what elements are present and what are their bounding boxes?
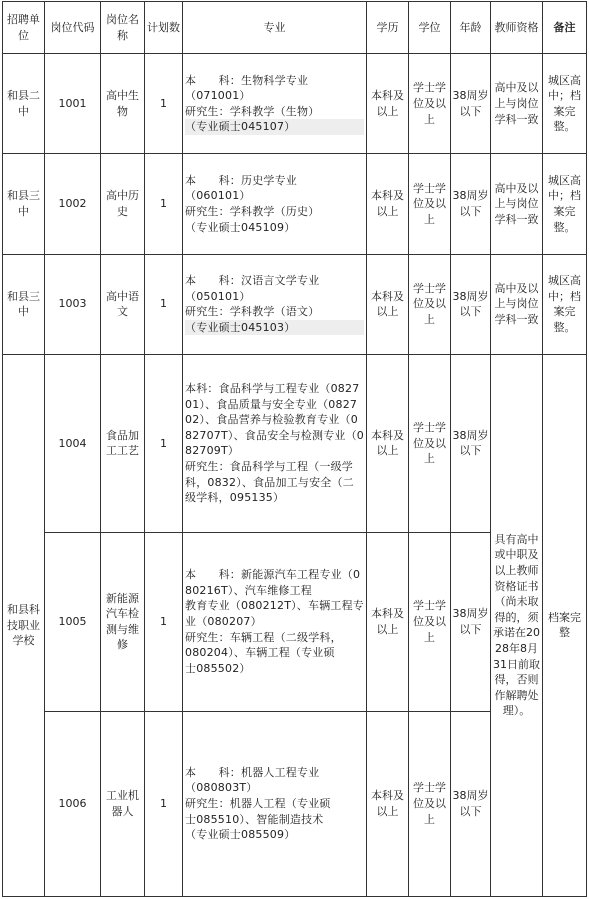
header-plan: 计划数 bbox=[145, 2, 183, 54]
cell-cert: 高中及以上与岗位学科一致 bbox=[491, 254, 543, 354]
major-line: 本 科：生物科学专业 bbox=[185, 73, 309, 87]
major-line: 士085502） bbox=[185, 661, 251, 675]
cell-plan: 1 bbox=[145, 54, 183, 154]
cell-name: 工业机器人 bbox=[101, 711, 145, 896]
cell-cert: 高中及以上与岗位学科一致 bbox=[491, 154, 543, 254]
cell-cert: 具有高中或中职及以上教师资格证书（尚未取得的，须承诺在2028年8月31日前取得，否则作解聘处理）。 bbox=[491, 354, 543, 896]
header-code: 岗位代码 bbox=[45, 2, 101, 54]
cell-unit: 和县科技职业学校 bbox=[3, 354, 45, 896]
cell-plan: 1 bbox=[145, 154, 183, 254]
cell-plan: 1 bbox=[145, 533, 183, 711]
major-line: 研究生：学科教学（历史） bbox=[185, 204, 320, 218]
header-edu: 学历 bbox=[367, 2, 409, 54]
cell-name: 高中历史 bbox=[101, 154, 145, 254]
table-row bbox=[3, 154, 587, 254]
header-name: 岗位名称 bbox=[101, 2, 145, 54]
cell-note: 城区高中；档案完整。 bbox=[543, 154, 587, 254]
cell-major bbox=[183, 354, 367, 532]
cell-age: 38周岁以下 bbox=[451, 54, 491, 154]
major-line: （专业硕士045109） bbox=[185, 220, 296, 234]
major-line: 士085510）、智能制造技术 bbox=[185, 812, 324, 826]
cell-edu: 本科及以上 bbox=[367, 533, 409, 711]
cell-code: 1001 bbox=[45, 54, 101, 154]
major-line: 研究生：学科教学（语文） bbox=[185, 305, 320, 319]
cell-age: 38周岁以下 bbox=[451, 254, 491, 354]
major-line: 研究生：食品科学与工程（一级学科，0832）、食品加工与安全（二级学科，095135） bbox=[185, 460, 354, 505]
cell-age: 38周岁以下 bbox=[451, 711, 491, 896]
cell-edu: 本科及以上 bbox=[367, 54, 409, 154]
cell-code: 1006 bbox=[45, 711, 101, 896]
cell-code: 1004 bbox=[45, 354, 101, 532]
cell-edu: 本科及以上 bbox=[367, 254, 409, 354]
cell-major bbox=[183, 533, 367, 711]
cell-major bbox=[183, 154, 367, 254]
cell-edu: 本科及以上 bbox=[367, 154, 409, 254]
cell-edu: 本科及以上 bbox=[367, 711, 409, 896]
header-age: 年龄 bbox=[451, 2, 491, 54]
major-line: （专业硕士045107） bbox=[185, 119, 364, 135]
cell-plan: 1 bbox=[145, 711, 183, 896]
cell-plan: 1 bbox=[145, 254, 183, 354]
major-line: （050101） bbox=[185, 289, 251, 303]
cell-major bbox=[183, 254, 367, 354]
header-degree: 学位 bbox=[409, 2, 451, 54]
major-line: 本 科：汉语言文学专业 bbox=[185, 273, 320, 287]
cell-degree: 学士学位及以上 bbox=[409, 354, 451, 532]
major-line: 研究生：学科教学（生物） bbox=[185, 104, 320, 118]
cell-unit: 和县二中 bbox=[3, 54, 45, 154]
cell-name: 高中生物 bbox=[101, 54, 145, 154]
cell-degree: 学士学位及以上 bbox=[409, 54, 451, 154]
table-row bbox=[3, 354, 587, 532]
cell-age: 38周岁以下 bbox=[451, 354, 491, 532]
header-major: 专业 bbox=[183, 2, 367, 54]
cell-note: 城区高中；档案完整。 bbox=[543, 54, 587, 154]
cell-name: 新能源汽车检测与维修 bbox=[101, 533, 145, 711]
cell-unit: 和县三中 bbox=[3, 154, 45, 254]
major-line: 本 科：新能源汽车工程专业（080216T）、汽车维修工程 bbox=[185, 568, 361, 597]
table-row bbox=[3, 54, 587, 154]
major-line: （080803T） bbox=[185, 781, 258, 795]
cell-code: 1005 bbox=[45, 533, 101, 711]
major-line: 研究生：机器人工程（专业硕 bbox=[185, 796, 331, 810]
major-line: 本 科：历史学专业 bbox=[185, 173, 297, 187]
header-unit: 招聘单位 bbox=[3, 2, 45, 54]
major-line: （060101） bbox=[185, 189, 251, 203]
cell-edu: 本科及以上 bbox=[367, 354, 409, 532]
header-note: 备注 bbox=[543, 2, 587, 54]
major-line: （071001） bbox=[185, 89, 251, 103]
cell-cert: 高中及以上与岗位学科一致 bbox=[491, 54, 543, 154]
cell-name: 高中语文 bbox=[101, 254, 145, 354]
major-line: 本科：食品科学与工程专业（082701）、食品质量与安全专业（082702）、食品营养与检验教育专业（082707T）、食品安全与检测专业（082709T） bbox=[185, 382, 365, 458]
recruitment-table bbox=[2, 1, 587, 897]
cell-degree: 学士学位及以上 bbox=[409, 711, 451, 896]
cell-unit: 和县三中 bbox=[3, 254, 45, 354]
cell-note: 档案完整 bbox=[543, 354, 587, 896]
cell-name: 食品加工工艺 bbox=[101, 354, 145, 532]
cell-plan: 1 bbox=[145, 354, 183, 532]
cell-code: 1002 bbox=[45, 154, 101, 254]
cell-code: 1003 bbox=[45, 254, 101, 354]
cell-note: 城区高中；档案完整。 bbox=[543, 254, 587, 354]
cell-age: 38周岁以下 bbox=[451, 154, 491, 254]
cell-age: 38周岁以下 bbox=[451, 533, 491, 711]
major-line: 教育专业（080212T）、车辆工程专业（080207） bbox=[185, 599, 365, 629]
cell-degree: 学士学位及以上 bbox=[409, 154, 451, 254]
header-cert: 教师资格 bbox=[491, 2, 543, 54]
major-line: 080204）、车辆工程（专业硕 bbox=[185, 646, 335, 660]
major-line: 研究生：车辆工程（二级学科， bbox=[185, 630, 342, 644]
cell-degree: 学士学位及以上 bbox=[409, 254, 451, 354]
major-line: （专业硕士045103） bbox=[185, 320, 364, 336]
cell-major bbox=[183, 54, 367, 154]
major-line: 本 科：机器人工程专业 bbox=[185, 765, 320, 779]
cell-major bbox=[183, 711, 367, 896]
header-row bbox=[3, 2, 587, 54]
major-line: （专业硕士085509） bbox=[185, 828, 296, 842]
table-row bbox=[3, 254, 587, 354]
cell-degree: 学士学位及以上 bbox=[409, 533, 451, 711]
